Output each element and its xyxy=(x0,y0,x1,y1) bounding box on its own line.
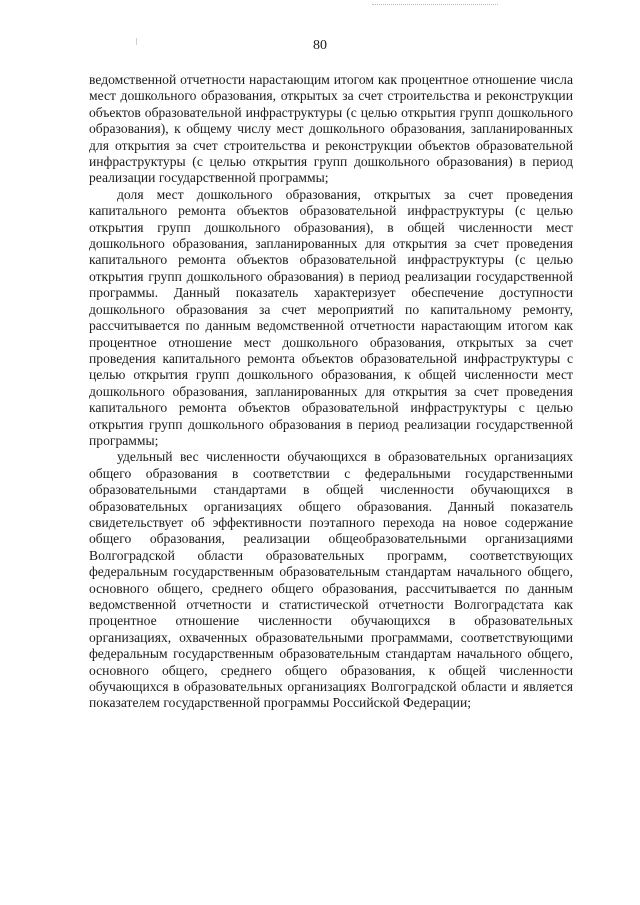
document-body xyxy=(89,72,573,712)
scan-artifact-top xyxy=(372,4,498,5)
paragraph-capital-repair-share: доля мест дошкольного образования, открытых за счет проведения капитального ремонта объектов образовательной инфраструктуры (с целью открытия групп дошкольного образования), в общей численности мест дошкольного образования, запланированных для открытия за счет проведения капитального ремонта объектов образовательной инфраструктуры (с целью открытия групп дошкольного образования) в период реализации государственной программы. Данный показатель характеризует обеспечение доступности дошкольного образования за счет мероприятий по капитальному ремонту, рассчитывается по данным ведомственной отчетности нарастающим итогом как процентное отношение мест дошкольного образования, открытых за счет проведения капитального ремонта объектов образовательной инфраструктуры с целью открытия групп дошкольного образования, к общей численности мест дошкольного образования, запланированных для открытия за счет проведения капитального ремонта объектов образовательной инфраструктуры с целью открытия групп дошкольного образования в период реализации государственной программы; xyxy=(89,186,573,448)
paragraph-fgos-students-share: удельный вес численности обучающихся в образовательных организациях общего образования в соответствии с федеральными государственными образовательными стандартами в общей численности обучающихся в образовательных организациях общего образования. Данный показатель свидетельствует об эффективности поэтапного перехода на новое содержание общего образования, реализации общеобразовательными организациями Волгоградской области образовательных программ, соответствующих федеральным государственным образовательным стандартам начального общего, основного общего, среднего общего образования, рассчитывается по данным ведомственной отчетности и статистической отчетности Волгоградстата как процентное отношение численности обучающихся в образовательных организациях, охваченных образовательными программами, соответствующими федеральным государственным образовательным стандартам начального общего, основного общего, среднего общего образования, к общей численности обучающихся в образовательных организациях Волгоградской области и является показателем государственной программы Российской Федерации; xyxy=(89,449,573,711)
page-number: 80 xyxy=(313,38,327,53)
paragraph-continuation: ведомственной отчетности нарастающим итогом как процентное отношение числа мест дошкольного образования, открытых за счет строительства и реконструкции объектов образовательной инфраструктуры (с целью открытия групп дошкольного образования), к общему числу мест дошкольного образования, запланированных для открытия за счет строительства и реконструкции объектов образовательной инфраструктуры (с целью открытия групп дошкольного образования) в период реализации государственной программы; xyxy=(89,72,573,186)
